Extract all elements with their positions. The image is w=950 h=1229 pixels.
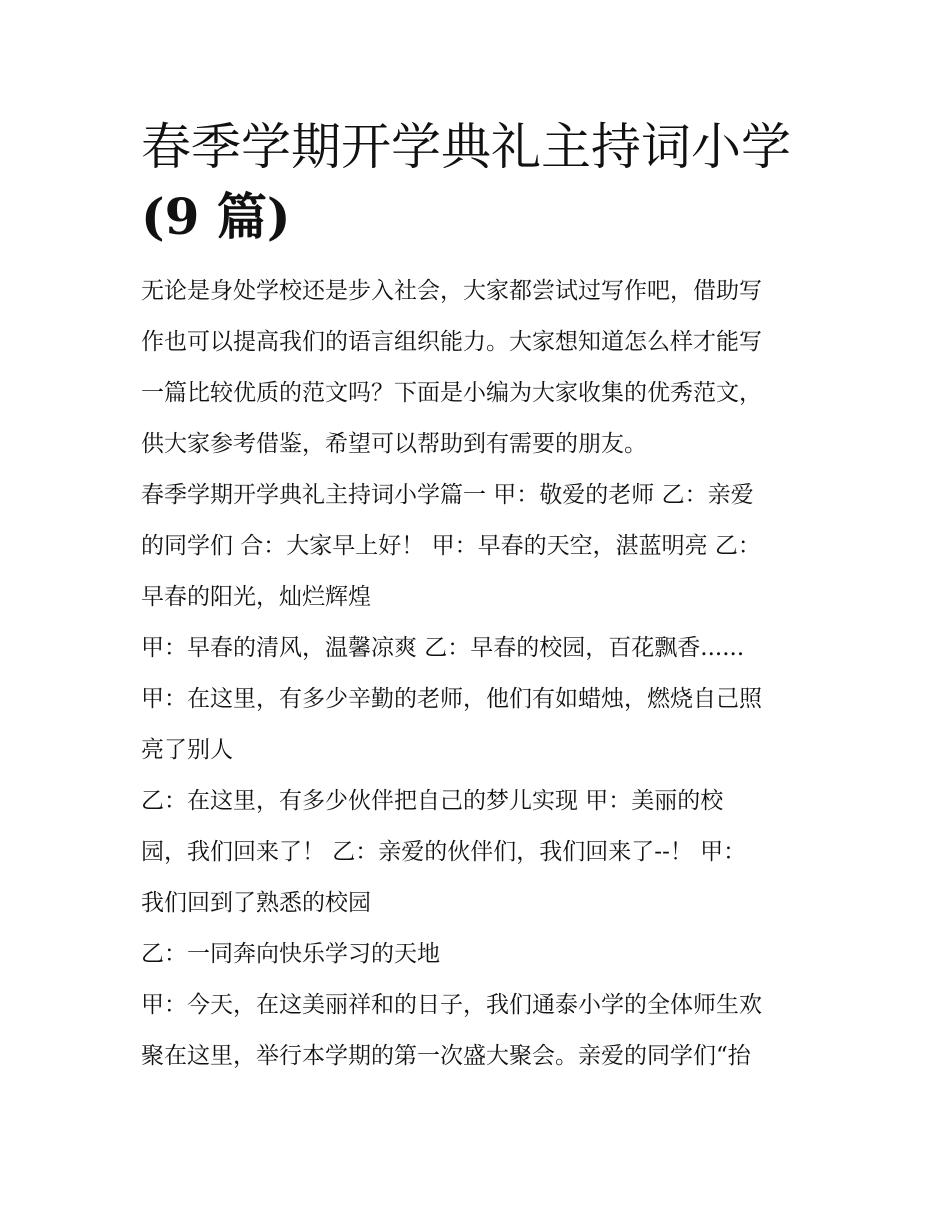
title-line-2: (9 篇) <box>141 187 291 246</box>
document-title <box>141 112 816 252</box>
text-line: 聚在这里，举行本学期的第一次盛大聚会。亲爱的同学们“抬 <box>141 1043 751 1069</box>
text-line: 甲：早春的清风，温馨凉爽 乙：早春的校园，百花飘香...... <box>141 635 745 661</box>
paragraph-intro <box>141 266 816 470</box>
text-line: 的同学们 合：大家早上好！ 甲：早春的天空，湛蓝明亮 乙： <box>141 533 761 559</box>
text-line: 我们回到了熟悉的校园 <box>141 890 371 916</box>
paragraph-dialogue <box>141 623 816 674</box>
text-line: 甲：今天，在这美丽祥和的日子，我们通泰小学的全体师生欢 <box>141 992 762 1018</box>
text-line: 园，我们回来了！ 乙：亲爱的伙伴们，我们回来了--！ 甲： <box>141 839 747 865</box>
text-line: 乙：在这里，有多少伙伴把自己的梦儿实现 甲：美丽的校 <box>141 788 724 814</box>
text-line: 甲：在这里，有多少辛勤的老师，他们有如蜡烛，燃烧自己照 <box>141 686 762 712</box>
text-line: 一篇比较优质的范文吗？下面是小编为大家收集的优秀范文， <box>141 380 762 406</box>
title-line-1: 春季学期开学典礼主持词小学 <box>141 118 791 176</box>
paragraph-dialogue <box>141 929 816 980</box>
text-line: 无论是身处学校还是步入社会，大家都尝试过写作吧，借助写 <box>141 278 762 304</box>
text-line: 供大家参考借鉴，希望可以帮助到有需要的朋友。 <box>141 431 647 457</box>
paragraph-dialogue <box>141 776 816 929</box>
text-line: 早春的阳光，灿烂辉煌 <box>141 584 371 610</box>
text-line: 亮了别人 <box>141 737 233 763</box>
paragraph-dialogue <box>141 980 816 1082</box>
paragraph-opening <box>141 470 816 623</box>
document-body <box>141 266 816 1082</box>
paragraph-dialogue <box>141 674 816 776</box>
text-line: 春季学期开学典礼主持词小学篇一 甲：敬爱的老师 乙：亲爱 <box>141 482 754 508</box>
text-line: 作也可以提高我们的语言组织能力。大家想知道怎么样才能写 <box>141 329 762 355</box>
document-content <box>141 112 816 1082</box>
text-line: 乙：一同奔向快乐学习的天地 <box>141 941 440 967</box>
